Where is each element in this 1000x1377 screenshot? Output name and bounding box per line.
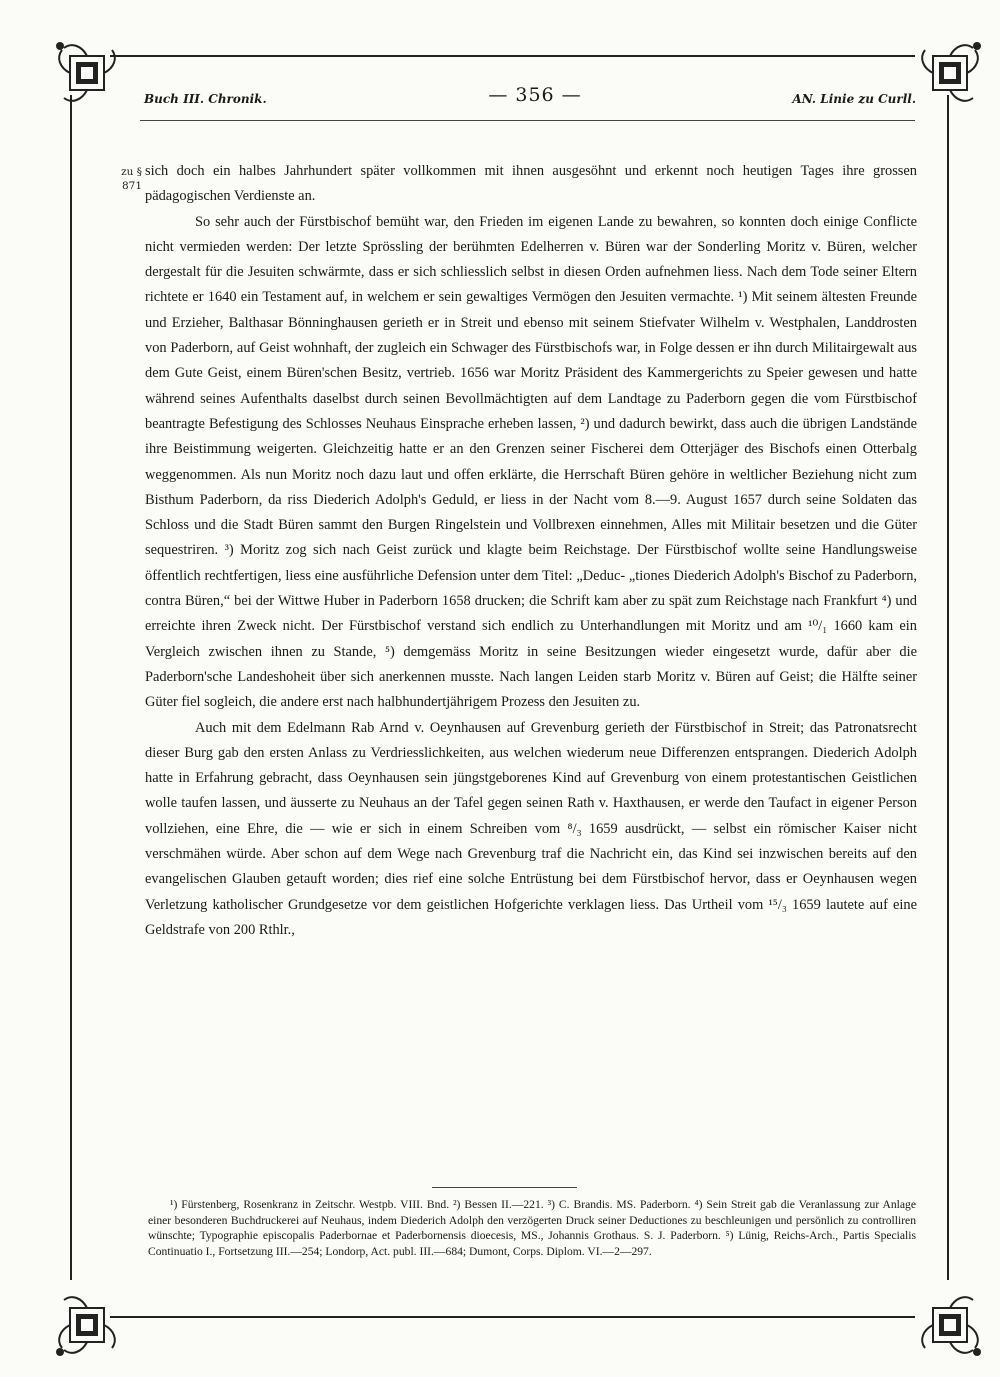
corner-ornament-icon <box>915 1290 985 1360</box>
main-text <box>145 159 917 943</box>
header-section-title: Buch III. Chronik. <box>144 92 267 106</box>
corner-ornament-icon <box>52 38 122 108</box>
frame-bottom-border <box>110 1316 915 1318</box>
corner-ornament-icon <box>52 1290 122 1360</box>
paragraph: Auch mit dem Edelmann Rab Arnd v. Oeynhausen auf Grevenburg gerieth der Fürstbischof in Streit; das Patronatsrecht dieser Burg gab den ersten Anlass zu Verdriesslichkeiten, aus welchen wiederum neue Differenzen entsprangen. Diederich Adolph hatte in Erfahrung gebracht, dass Oeynhausen sein jüngstgeborenes Kind auf Grevenburg von einem protestantischen Geistlichen wolle taufen lassen, und äusserte zu Neuhaus an der Tafel gegen seinen Rath v. Haxthausen, er werde den Taufact in eigener Person vollziehen, eine Ehre, die — wie er sich in einem Schreiben vom ⁸/₃ 1659 ausdrückt, — selbst ein römischer Kaiser nicht verschmähen würde. Aber schon auf dem Wege nach Grevenburg traf die Nachricht ein, das Kind sei inzwischen bereits auf den evangelischen Glauben getauft worden; dies rief eine solche Entrüstung bei dem Fürstbischof hervor, dass er Oeynhausen wegen Verletzung katholischer Grundgesetze vor dem geistlichen Hofgerichte verklagen liess. Das Urtheil vom ¹⁵/₃ 1659 lautete auf eine Geldstrafe von 200 Rthlr., <box>145 719 917 938</box>
footnote-text: ¹) Fürstenberg, Rosenkranz in Zeitschr. Westpb. VIII. Bnd. ²) Bessen II.—221. ³) C. Brandis. MS. Paderborn. ⁴) Sein Streit gab die Veranlassung zur Anlage einer besonderen Buchdruckerei auf Neuhaus, indem Diederich Adolph den verzögerten Druck seiner Deductiones zu beschleunigen und persönlich zu controlliren wünschte; Typographie episcopalis Paderbornae et Paderbornensis dioecesis, MS., Johannis Grothaus. S. J. Paderborn. ⁵) Lünig, Reichs-Arch., Partis Specialis Continuatio I., Fortsetzung III.—254; Londorp, Act. publ. III.—684; Dumont, Corps. Diplom. VI.—2—297. <box>148 1198 916 1258</box>
frame-left-border <box>70 95 72 1280</box>
paragraph: So sehr auch der Fürstbischof bemüht war, den Frieden im eigenen Lande zu bewahren, so konnten doch einige Conflicte nicht vermieden werden: Der letzte Sprössling der berühmten Edelherren v. Büren war der Sonderling Moritz v. Büren, welcher dergestalt für die Jesuiten schwärmte, dass er sich schliesslich selbst in diesen Orden aufnehmen liess. Nach dem Tode seiner Eltern richtete er 1640 ein Testament auf, in welchem er sein gewaltiges Vermögen den Jesuiten vermachte. ¹) Mit seinem ältesten Freunde und Erzieher, Balthasar Bönninghausen gerieth er in Streit und ebenso mit seinem Stiefvater Wilhelm v. Westphalen, Landdrosten von Paderborn, auf Geist wohnhaft, der zugleich ein Schwager des Fürstbischofs war, in Folge dessen er ihn durch Militairgewalt aus dem Gute Geist, einem Büren'schen Besitz, vertrieb. 1656 war Moritz Präsident des Kammergerichts zu Speier gewesen und hatte während seines Aufenthalts daselbst durch seinen Bevollmächtigten auf dem Landtage zu Paderborn gegen die vom Fürstbischof beantragte Befestigung des Schlosses Neuhaus Einsprache erheben lassen, ²) und dadurch bewirkt, dass auch die übrigen Landstände ihre Beistimmung weigerten. Gleichzeitig hatte er an den Grenzen seiner Fischerei dem Otterjäger des Bischofs einen Otterbalg weggenommen. Als nun Moritz noch dazu laut und offen erklärte, die Herrschaft Büren gehöre in weltlicher Beziehung nicht zum Bisthum Paderborn, da riss Diederich Adolph's Geduld, er liess in der Nacht vom 8.—9. August 1657 durch seine Soldaten das Schloss und die Stadt Büren sammt den Burgen Ringelstein und Vollbrexen einnehmen, Alles mit Militair besetzen und die Güter sequestriren. ³) Moritz zog sich nach Geist zurück und klagte beim Reichstage. Der Fürstbischof wollte seine Handlungsweise öffentlich rechtfertigen, liess eine ausführliche Defension unter dem Titel: „Deduc- „tiones Diederich Adolph's Bischof zu Paderborn, contra Büren,“ bei der Wittwe Huber in Paderborn 1658 drucken; die Schrift kam aber zu spät zum Reichstage nach Frankfurt ⁴) und erreichte ihren Zweck nicht. Der Fürstbischof verstand sich endlich zu Unterhandlungen mit Moritz und am ¹⁰/₁ 1660 kam ein Vergleich zwischen ihnen zu Stande, ⁵) demgemäss Moritz in seine Besitzungen wieder eingesetzt wurde, dafür aber die Paderborn'sche Landeshoheit über sich anerkennen musste. Nach langen Leiden starb Moritz v. Büren auf Geist; die Hälfte seiner Güter fiel sogleich, die andere erst nach halbhundertjährigem Prozess den Jesuiten zu. <box>145 213 917 711</box>
frame-right-border <box>947 95 949 1280</box>
footnote-divider <box>432 1187 577 1188</box>
paragraph: sich doch ein halbes Jahrhundert später vollkommen mit ihnen ausgesöhnt und erkennt noch heutigen Tages ihre grossen pädagogischen Verdienste an. <box>145 163 917 205</box>
header-divider <box>140 120 915 121</box>
running-header <box>140 82 920 112</box>
margin-reference: zu § 871 <box>121 166 142 192</box>
corner-ornament-icon <box>915 38 985 108</box>
frame-top-border <box>110 55 915 57</box>
footnotes <box>148 1197 916 1259</box>
page-number: — 356 — <box>488 84 582 106</box>
header-subject: AN. Linie zu Curll. <box>792 92 916 106</box>
